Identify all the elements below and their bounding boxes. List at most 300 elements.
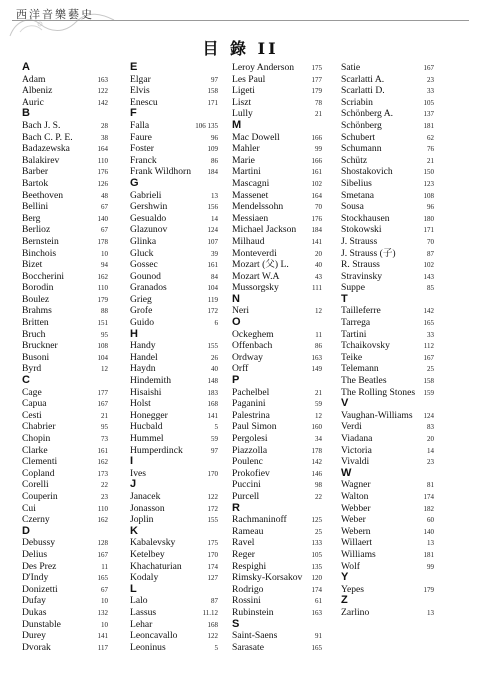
composer-name: J. Strauss (341, 235, 378, 247)
index-entry (22, 584, 108, 596)
section-letter: P (232, 374, 240, 387)
index-entry (130, 398, 218, 410)
composer-name: Elvis (130, 85, 150, 97)
page-number: 122 (207, 632, 218, 641)
composer-name: Humperdinck (130, 444, 183, 456)
composer-name: Lalo (130, 595, 148, 607)
index-entry (22, 190, 108, 202)
composer-name: Bach C. P. E. (22, 131, 73, 143)
composer-name: Dukas (22, 606, 47, 618)
page-number: 128 (97, 539, 108, 548)
index-entry (341, 201, 434, 213)
page-number: 174 (423, 492, 434, 501)
composer-name: Czerny (22, 514, 50, 526)
page-number: 167 (97, 550, 108, 559)
page-number: 137 (423, 110, 434, 119)
composer-name: Jonasson (130, 502, 165, 514)
page-number: 156 (207, 203, 218, 212)
composer-name: Lully (232, 108, 253, 120)
page-number: 171 (423, 226, 434, 235)
index-entry (130, 248, 218, 260)
composer-name: Dunstable (22, 618, 61, 630)
index-entry (341, 421, 434, 433)
composer-name: Tarrega (341, 317, 371, 329)
composer-name: Saint-Saens (232, 630, 278, 642)
page-number: 177 (97, 388, 108, 397)
index-entry (232, 97, 322, 109)
index-entry (341, 213, 434, 225)
section-letter: K (130, 524, 138, 537)
composer-name: Sarasate (232, 641, 264, 653)
page-number: 165 (311, 643, 322, 652)
index-entry (130, 630, 218, 642)
composer-name: Piazzolla (232, 444, 268, 456)
composer-name: Busoni (22, 351, 50, 363)
page-number: 107 (207, 237, 218, 246)
page-number: 11.12 (202, 608, 218, 617)
index-entry (22, 132, 108, 144)
index-entry (341, 433, 434, 445)
page-number: 95 (101, 423, 108, 432)
composer-name: Chabrier (22, 421, 56, 433)
index-entry (22, 294, 108, 306)
composer-name: Franck (130, 154, 157, 166)
composer-name: R. Strauss (341, 259, 380, 271)
index-entry (341, 305, 434, 317)
composer-name: Ligeti (232, 85, 255, 97)
index-entry (232, 584, 322, 596)
page-number: 178 (311, 446, 322, 455)
page-number: 160 (311, 423, 322, 432)
index-entry (232, 132, 322, 144)
composer-name: Rachmaninoff (232, 514, 287, 526)
composer-name: Purcell (232, 490, 260, 502)
page-number: 155 (207, 342, 218, 351)
page-number: 78 (315, 98, 322, 107)
composer-name: Corelli (22, 479, 49, 491)
page-number: 60 (427, 516, 434, 525)
page-number: 124 (207, 226, 218, 235)
page-number: 146 (311, 469, 322, 478)
page-number: 163 (97, 75, 108, 84)
page-number: 182 (423, 504, 434, 513)
composer-name: Bruckner (22, 340, 58, 352)
index-entry (341, 526, 434, 538)
composer-name: Hindemith (130, 375, 172, 387)
index-entry (232, 433, 322, 445)
index-entry (22, 410, 108, 422)
page-number: 108 (97, 342, 108, 351)
composer-name: Martini (232, 166, 261, 178)
page-number: 14 (427, 446, 434, 455)
composer-name: Donizetti (22, 583, 58, 595)
page-number: 172 (207, 504, 218, 513)
index-entry (232, 282, 322, 294)
composer-name: Scarlatti A. (341, 73, 385, 85)
composer-name: Kodaly (130, 572, 159, 584)
page-number: 167 (97, 400, 108, 409)
page-number: 106 135 (195, 121, 218, 130)
composer-name: Telemann (341, 363, 379, 375)
page-number: 85 (427, 284, 434, 293)
index-entry (232, 479, 322, 491)
section-letter: F (130, 107, 137, 120)
page-number: 83 (427, 423, 434, 432)
index-entry (130, 375, 218, 387)
page-title: 目 錄 II (202, 39, 279, 58)
page-number: 175 (311, 64, 322, 72)
index-entry (232, 201, 322, 213)
page-number: 13 (211, 191, 218, 200)
composer-name: Clarke (22, 444, 48, 456)
composer-name: Gabrieli (130, 189, 162, 201)
composer-name: Scarlatti D. (341, 85, 385, 97)
index-entry (130, 468, 218, 480)
index-entry (232, 166, 322, 178)
composer-name: Adam (22, 73, 46, 85)
index-entry (130, 305, 218, 317)
page-number: 95 (101, 330, 108, 339)
section-letter: M (232, 118, 242, 131)
composer-name: Kabalevsky (130, 537, 176, 549)
composer-name: Berg (22, 212, 41, 224)
index-entry (22, 340, 108, 352)
composer-name: Bernstein (22, 235, 59, 247)
index-entry (232, 642, 322, 654)
index-entry (22, 607, 108, 619)
composer-name: J. Strauss (子) (341, 247, 396, 259)
page-number: 167 (423, 353, 434, 362)
index-entry (22, 201, 108, 213)
index-entry (22, 387, 108, 399)
composer-name: Paganini (232, 398, 266, 410)
index-entry (130, 537, 218, 549)
page-number: 110 (97, 284, 108, 293)
composer-name: Mahler (232, 143, 260, 155)
page-number: 162 (97, 458, 108, 467)
page-number: 155 (207, 516, 218, 525)
index-entry (130, 317, 218, 329)
index-entry (22, 630, 108, 642)
index-entry (341, 329, 434, 341)
page-number: 164 (97, 145, 108, 154)
composer-name: Viadana (341, 433, 373, 444)
composer-name: Vivaldi (341, 456, 370, 468)
index-entry (341, 549, 434, 561)
index-entry (22, 479, 108, 491)
page-number: 110 (97, 156, 108, 165)
composer-name: Orff (232, 363, 249, 375)
page-number: 23 (427, 458, 434, 467)
composer-name: Pergolesi (232, 433, 268, 444)
index-entry (130, 352, 218, 364)
index-entry (130, 97, 218, 109)
index-entry (22, 166, 108, 178)
page-number: 184 (311, 226, 322, 235)
composer-name: Yepes (341, 583, 365, 595)
composer-name: Glinka (130, 235, 157, 247)
page-number: 23 (101, 492, 108, 501)
index-entry (130, 259, 218, 271)
composer-name: Durey (22, 630, 46, 642)
index-entry (22, 213, 108, 225)
page-number: 10 (101, 249, 108, 258)
index-entry (341, 503, 434, 515)
section-letter: T (341, 292, 348, 305)
composer-name: Mozart (父) L. (232, 259, 289, 271)
index-entry (130, 201, 218, 213)
composer-name: Capua (22, 398, 47, 410)
composer-name: Mussorgsky (232, 282, 279, 294)
page-number: 181 (423, 550, 434, 559)
page-number: 166 (311, 156, 322, 165)
composer-name: Poulenc (232, 456, 263, 468)
page-number: 5 (214, 423, 218, 432)
composer-name: Smetana (341, 189, 375, 201)
index-entry (341, 317, 434, 329)
page-number: 99 (315, 145, 322, 154)
composer-name: Holst (130, 398, 151, 410)
composer-name: Byrd (22, 363, 42, 375)
page-number: 87 (427, 249, 434, 258)
page-number: 33 (427, 330, 434, 339)
composer-name: Willaert (341, 537, 373, 549)
index-entry (22, 74, 108, 86)
page-number: 10 (101, 620, 108, 629)
page-number: 81 (427, 481, 434, 490)
composer-name: Hucbald (130, 421, 163, 433)
index-column-3 (232, 62, 322, 653)
index-entry (22, 514, 108, 526)
index-entry (232, 352, 322, 364)
composer-name: Williams (341, 548, 376, 560)
composer-name: Ives (130, 467, 146, 479)
index-entry (22, 178, 108, 190)
composer-name: Marie (232, 154, 255, 166)
index-entry (232, 398, 322, 410)
page-number: 124 (423, 411, 434, 420)
index-entry (22, 595, 108, 607)
composer-name: Chopin (22, 433, 51, 444)
page-number: 76 (427, 145, 434, 154)
page-number: 96 (427, 203, 434, 212)
page-number: 165 (97, 574, 108, 583)
section-letter: V (341, 397, 349, 410)
section-letter: J (130, 478, 137, 491)
index-entry (130, 549, 218, 561)
page-number: 163 (311, 353, 322, 362)
page-number: 21 (427, 156, 434, 165)
section-letter: G (130, 176, 139, 189)
page-number: 70 (315, 203, 322, 212)
index-entry (232, 549, 322, 561)
composer-name: Copland (22, 467, 55, 479)
page-number: 150 (423, 168, 434, 177)
page-number: 11 (101, 562, 108, 571)
index-entry (232, 340, 322, 352)
composer-name: Suppe (341, 282, 365, 294)
index-entry (232, 74, 322, 86)
composer-name: Schütz (341, 154, 368, 166)
index-entry (341, 108, 434, 120)
page-number: 25 (315, 527, 322, 536)
composer-name: Stockhausen (341, 212, 390, 224)
page-number: 84 (211, 272, 218, 281)
index-entry (130, 85, 218, 97)
composer-name: Bach J. S. (22, 119, 61, 131)
index-entry (130, 282, 218, 294)
composer-name: Tartini (341, 328, 367, 340)
composer-name: Des Prez (22, 560, 57, 572)
index-entry (341, 248, 434, 260)
composer-name: Frank Wildhorn (130, 166, 191, 178)
index-entry (130, 132, 218, 144)
composer-name: Grieg (130, 293, 152, 305)
page-number: 159 (423, 388, 434, 397)
index-entry (232, 213, 322, 225)
composer-name: Schubert (341, 131, 376, 143)
composer-name: Hisaishi (130, 386, 162, 398)
page-number: 183 (207, 388, 218, 397)
page-number: 112 (423, 342, 434, 351)
page-number: 67 (101, 226, 108, 235)
composer-name: Victoria (341, 444, 372, 456)
page-number: 105 (311, 550, 322, 559)
composer-name: Liszt (232, 96, 252, 108)
composer-name: Sibelius (341, 177, 372, 189)
index-entry (22, 433, 108, 445)
page-number: 99 (427, 562, 434, 571)
composer-name: Verdi (341, 421, 362, 433)
index-entry (341, 514, 434, 526)
index-entry (341, 155, 434, 167)
index-entry (341, 143, 434, 155)
page-number: 33 (427, 87, 434, 96)
composer-name: Prokofiev (232, 467, 270, 479)
page-number: 127 (207, 574, 218, 583)
index-entry (341, 584, 434, 596)
index-entry (22, 491, 108, 503)
section-letter: Y (341, 571, 349, 584)
page-number: 91 (315, 632, 322, 641)
page-number: 180 (423, 214, 434, 223)
index-entry (130, 363, 218, 375)
composer-name: Webern (341, 525, 371, 537)
page-number: 104 (97, 353, 108, 362)
index-entry (232, 62, 322, 74)
page-number: 59 (211, 435, 218, 443)
composer-name: Borodin (22, 282, 54, 294)
composer-name: Beethoven (22, 189, 64, 201)
composer-name: Palestrina (232, 409, 270, 421)
page-number: 43 (315, 272, 322, 281)
index-entry (341, 352, 434, 364)
page-number: 133 (311, 539, 322, 548)
composer-name: Ordway (232, 351, 263, 363)
page-number: 28 (101, 121, 108, 130)
index-entry (232, 607, 322, 619)
page-number: 179 (423, 585, 434, 594)
index-entry (341, 363, 434, 375)
composer-name: Glazunov (130, 224, 168, 236)
page-number: 161 (311, 168, 322, 177)
page-number: 104 (207, 284, 218, 293)
composer-name: Rubinstein (232, 606, 274, 618)
composer-name: Falla (130, 119, 150, 131)
page-number: 164 (311, 191, 322, 200)
page-number: 158 (207, 87, 218, 96)
index-entry (22, 282, 108, 294)
composer-name: Tailleferre (341, 305, 381, 317)
composer-name: Berlioz (22, 224, 51, 236)
index-entry (232, 259, 322, 271)
composer-name: Offenbach (232, 340, 273, 352)
composer-name: The Beatles (341, 375, 387, 387)
page-number: 170 (207, 469, 218, 478)
index-entry (130, 213, 218, 225)
page-number: 87 (211, 597, 218, 606)
page-number: 97 (211, 446, 218, 455)
page-number: 21 (315, 110, 322, 119)
composer-name: Ketelbey (130, 548, 165, 560)
index-entry (22, 248, 108, 260)
index-entry (22, 236, 108, 248)
composer-name: Lehar (130, 618, 153, 630)
composer-name: Grofe (130, 305, 153, 317)
index-entry (232, 595, 322, 607)
composer-name: Reger (232, 548, 255, 560)
index-entry (130, 155, 218, 167)
index-entry (130, 143, 218, 155)
index-entry (22, 120, 108, 132)
page-number: 181 (423, 121, 434, 130)
index-entry (22, 85, 108, 97)
composer-name: Stokowski (341, 224, 382, 236)
page-number: 148 (207, 377, 218, 386)
composer-name: Clementi (22, 456, 58, 468)
index-entry (22, 549, 108, 561)
page-number: 173 (97, 469, 108, 478)
page-number: 97 (211, 75, 218, 84)
composer-name: Rossini (232, 595, 261, 607)
page-number: 105 (423, 98, 434, 107)
index-entry (232, 329, 322, 341)
index-entry (130, 572, 218, 584)
index-entry (341, 340, 434, 352)
index-entry (22, 97, 108, 109)
header-rule (12, 20, 469, 21)
page-number: 122 (207, 492, 218, 501)
index-entry (130, 595, 218, 607)
composer-name: Hummel (130, 433, 164, 444)
index-entry (232, 108, 322, 120)
composer-name: Shostakovich (341, 166, 393, 178)
index-entry (22, 143, 108, 155)
index-entry (232, 155, 322, 167)
index-entry (341, 85, 434, 97)
page-number: 23 (427, 75, 434, 84)
index-entry (22, 398, 108, 410)
composer-name: Leoninus (130, 641, 166, 653)
composer-name: Honegger (130, 409, 168, 421)
composer-name: Respighi (232, 560, 267, 572)
composer-name: Boccherini (22, 270, 65, 282)
index-entry (22, 619, 108, 631)
page-number: 123 (423, 179, 434, 188)
section-letter: R (232, 501, 240, 514)
composer-name: Balakirev (22, 154, 60, 166)
composer-name: Dvorak (22, 641, 51, 653)
